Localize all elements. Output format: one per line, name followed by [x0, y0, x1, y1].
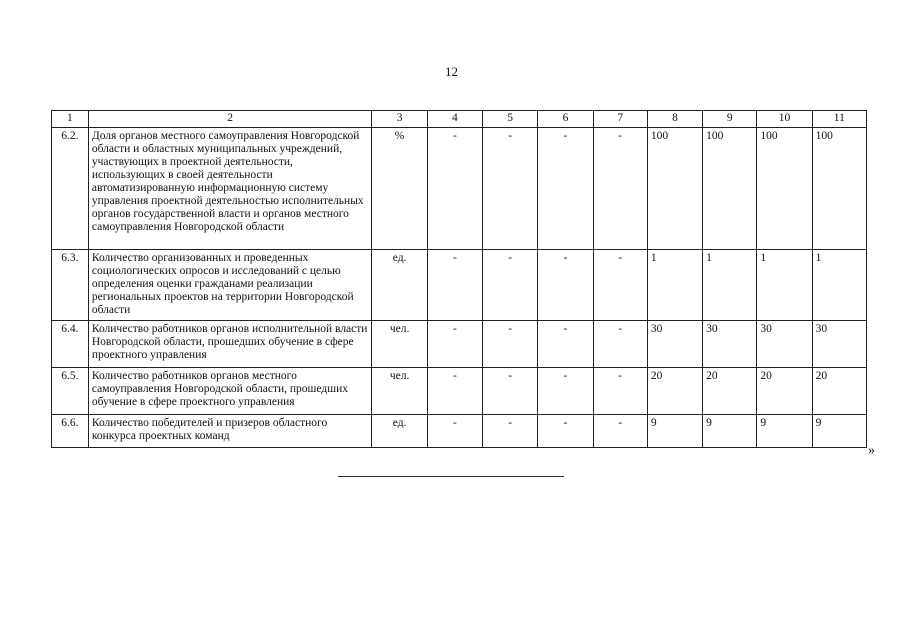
value-cell-11: 9 [812, 415, 866, 448]
unit-cell: чел. [372, 321, 427, 368]
value-cell-11: 100 [812, 128, 866, 250]
indicator-name: Количество победителей и призеров областного конкурса проектных команд [88, 415, 372, 448]
header-cell-10: 10 [757, 111, 812, 128]
value-cell-6: - [538, 368, 593, 415]
value-cell-5: - [483, 321, 538, 368]
value-cell-11: 30 [812, 321, 866, 368]
header-cell-6: 6 [538, 111, 593, 128]
row-number: 6.3. [52, 250, 89, 321]
value-cell-8: 30 [647, 321, 702, 368]
row-number: 6.2. [52, 128, 89, 250]
row-number: 6.4. [52, 321, 89, 368]
value-cell-7: - [593, 250, 647, 321]
header-cell-2: 2 [88, 111, 372, 128]
value-cell-4: - [427, 128, 482, 250]
header-cell-8: 8 [647, 111, 702, 128]
value-cell-6: - [538, 250, 593, 321]
value-cell-7: - [593, 128, 647, 250]
value-cell-10: 9 [757, 415, 812, 448]
value-cell-10: 20 [757, 368, 812, 415]
value-cell-8: 20 [647, 368, 702, 415]
closing-quote-mark: » [868, 443, 875, 458]
value-cell-11: 20 [812, 368, 866, 415]
value-cell-11: 1 [812, 250, 866, 321]
indicator-name: Количество организованных и проведенных социологических опросов и исследований с целью определения оценки гражданами реализации региональных проектов на территории Новгородской области [88, 250, 372, 321]
value-cell-7: - [593, 415, 647, 448]
value-cell-9: 30 [703, 321, 757, 368]
value-cell-9: 100 [703, 128, 757, 250]
value-cell-9: 20 [703, 368, 757, 415]
header-cell-7: 7 [593, 111, 647, 128]
value-cell-9: 1 [703, 250, 757, 321]
table-row [52, 415, 867, 448]
header-cell-11: 11 [812, 111, 866, 128]
header-cell-3: 3 [372, 111, 427, 128]
value-cell-6: - [538, 415, 593, 448]
unit-cell: ед. [372, 415, 427, 448]
value-cell-4: - [427, 250, 482, 321]
value-cell-7: - [593, 368, 647, 415]
row-number: 6.6. [52, 415, 89, 448]
table-row [52, 250, 867, 321]
table-row [52, 128, 867, 250]
header-cell-1: 1 [52, 111, 89, 128]
unit-cell: чел. [372, 368, 427, 415]
value-cell-8: 9 [647, 415, 702, 448]
footnote-divider [338, 476, 564, 477]
value-cell-10: 1 [757, 250, 812, 321]
value-cell-4: - [427, 415, 482, 448]
header-cell-4: 4 [427, 111, 482, 128]
value-cell-5: - [483, 368, 538, 415]
table-row [52, 321, 867, 368]
unit-cell: ед. [372, 250, 427, 321]
unit-cell: % [372, 128, 427, 250]
value-cell-8: 100 [647, 128, 702, 250]
indicator-name: Количество работников органов исполнительной власти Новгородской области, прошедших обучение в сфере проектного управления [88, 321, 372, 368]
value-cell-5: - [483, 415, 538, 448]
indicators-table [51, 110, 867, 448]
row-number: 6.5. [52, 368, 89, 415]
value-cell-4: - [427, 321, 482, 368]
value-cell-7: - [593, 321, 647, 368]
value-cell-10: 100 [757, 128, 812, 250]
header-row [52, 111, 867, 128]
value-cell-10: 30 [757, 321, 812, 368]
value-cell-9: 9 [703, 415, 757, 448]
value-cell-5: - [483, 250, 538, 321]
value-cell-5: - [483, 128, 538, 250]
table-row [52, 368, 867, 415]
page-number: 12 [445, 64, 458, 79]
value-cell-4: - [427, 368, 482, 415]
indicator-name: Количество работников органов местного самоуправления Новгородской области, прошедших обучение в сфере проектного управления [88, 368, 372, 415]
indicator-name: Доля органов местного самоуправления Новгородской области и областных муниципальных учреждений, участвующих в проектной деятельности, использующих в своей деятельности автоматизированную информационную систему управления проектной деятельностью исполнительных органов государственной власти и органов местного самоуправления Новгородской области [88, 128, 372, 250]
value-cell-6: - [538, 321, 593, 368]
header-cell-5: 5 [483, 111, 538, 128]
header-cell-9: 9 [703, 111, 757, 128]
value-cell-6: - [538, 128, 593, 250]
value-cell-8: 1 [647, 250, 702, 321]
